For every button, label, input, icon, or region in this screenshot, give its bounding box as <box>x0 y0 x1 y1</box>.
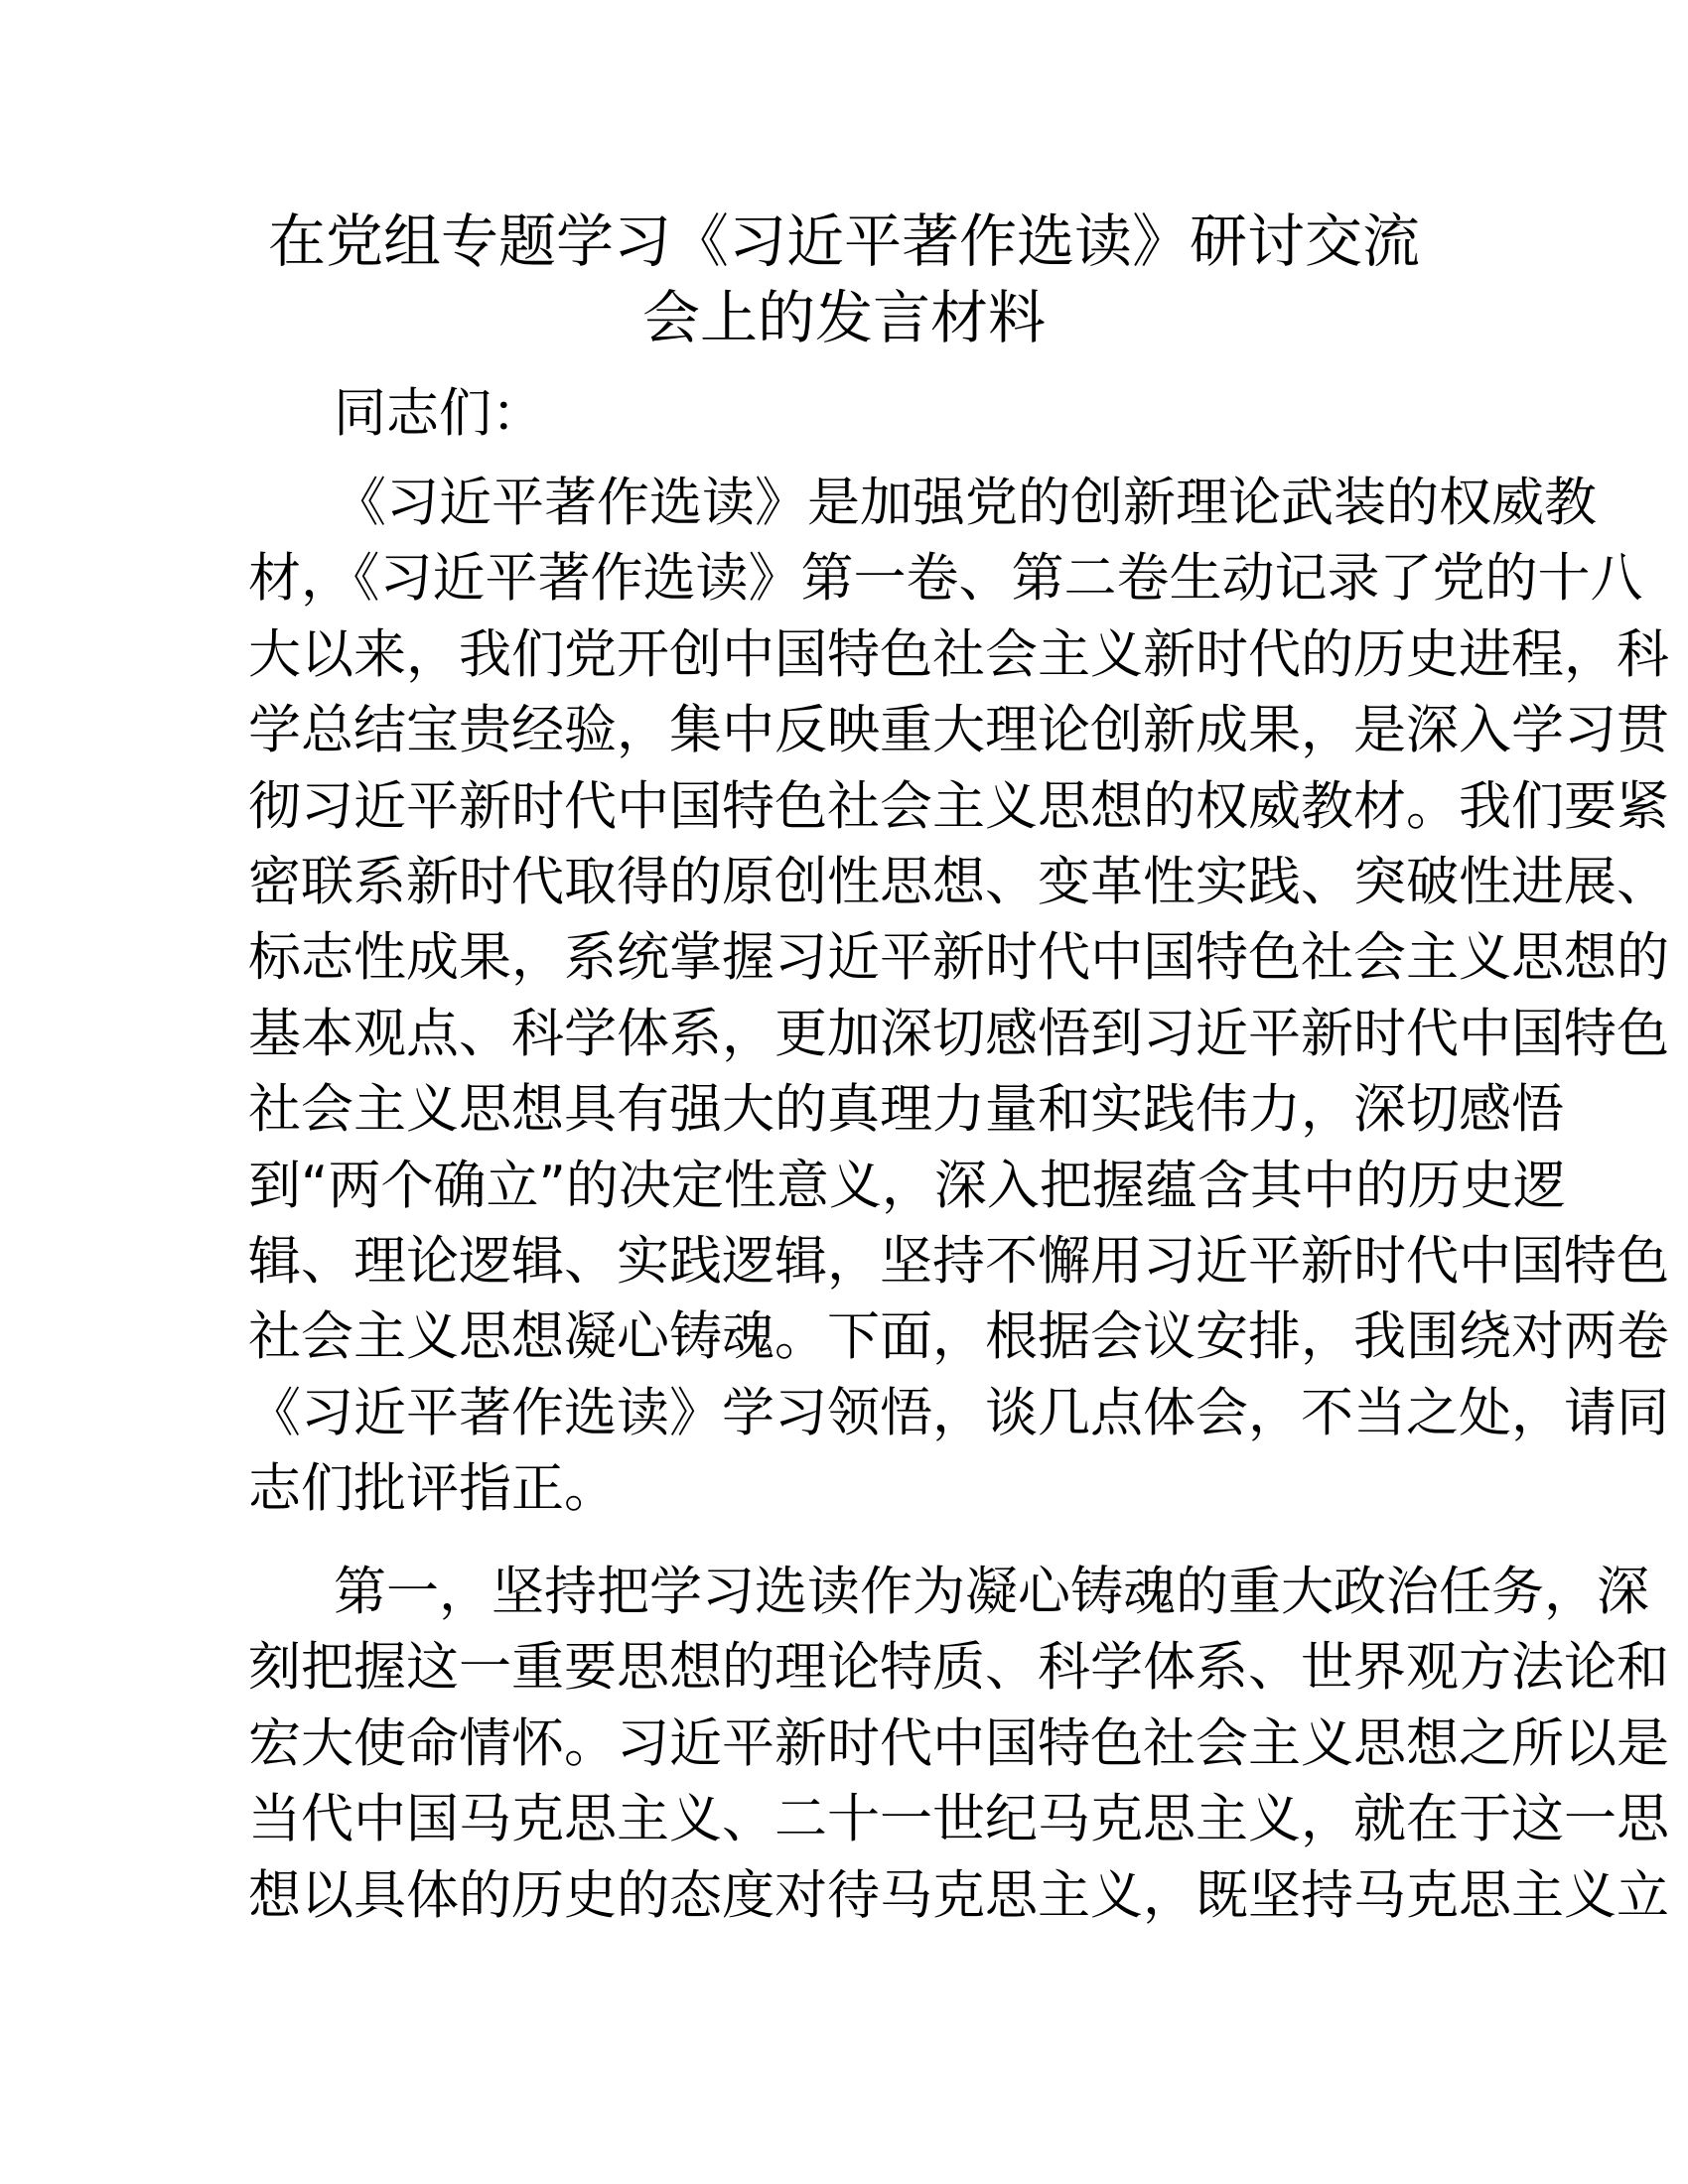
paragraph-1-line: 《习近平著作选读》学习领悟，谈几点体会，不当之处，请同 <box>248 1382 1669 1443</box>
paragraph-1-line: 学总结宝贵经验，集中反映重大理论创新成果，是深入学习贯 <box>248 700 1669 761</box>
paragraph-1-line: 密联系新时代取得的原创性思想、变革性实践、突破性进展、 <box>248 852 1669 912</box>
document-title-line-1: 在党组专题学习《习近平著作选读》研讨交流 <box>267 207 1420 275</box>
paragraph-2-line: 想以具体的历史的态度对待马克思主义，既坚持马克思主义立 <box>248 1864 1669 1926</box>
paragraph-2-line: 刻把握这一重要思想的理论特质、科学体系、世界观方法论和 <box>248 1637 1669 1699</box>
paragraph-1-line: 社会主义思想具有强大的真理力量和实践伟力，深切感悟 <box>248 1079 1564 1141</box>
paragraph-1-line: 大以来，我们党开创中国特色社会主义新时代的历史进程，科 <box>248 623 1669 685</box>
paragraph-1-line: 彻习近平新时代中国特色社会主义思想的权威教材。我们要紧 <box>248 775 1669 837</box>
paragraph-1-line: 社会主义思想凝心铸魂。下面，根据会议安排，我围绕对两卷 <box>248 1306 1669 1368</box>
paragraph-1-line: 材，《习近平著作选读》第一卷、第二卷生动记录了党的十八 <box>248 548 1643 610</box>
paragraph-1-line: 标志性成果，系统掌握习近平新时代中国特色社会主义思想的 <box>248 927 1669 989</box>
paragraph-1-line: 辑、理论逻辑、实践逻辑，坚持不懈用习近平新时代中国特色 <box>248 1231 1669 1292</box>
paragraph-1-line: 志们批评指正。 <box>248 1458 617 1520</box>
paragraph-2-line: 当代中国马克思主义、二十一世纪马克思主义，就在于这一思 <box>248 1789 1669 1850</box>
salutation: 同志们： <box>334 383 544 444</box>
paragraph-2-line: 第一，坚持把学习选读作为凝心铸魂的重大政治任务，深 <box>334 1562 1649 1622</box>
paragraph-1-line: 《习近平著作选读》是加强党的创新理论武装的权威教 <box>334 473 1597 533</box>
document-title-line-2: 会上的发言材料 <box>641 284 1046 351</box>
paragraph-1-line: 到“两个确立”的决定性意义，深入把握蕴含其中的历史逻 <box>248 1155 1566 1216</box>
paragraph-2-line: 宏大使命情怀。习近平新时代中国特色社会主义思想之所以是 <box>248 1712 1669 1774</box>
paragraph-1-line: 基本观点、科学体系，更加深切感悟到习近平新时代中国特色 <box>248 1003 1669 1064</box>
